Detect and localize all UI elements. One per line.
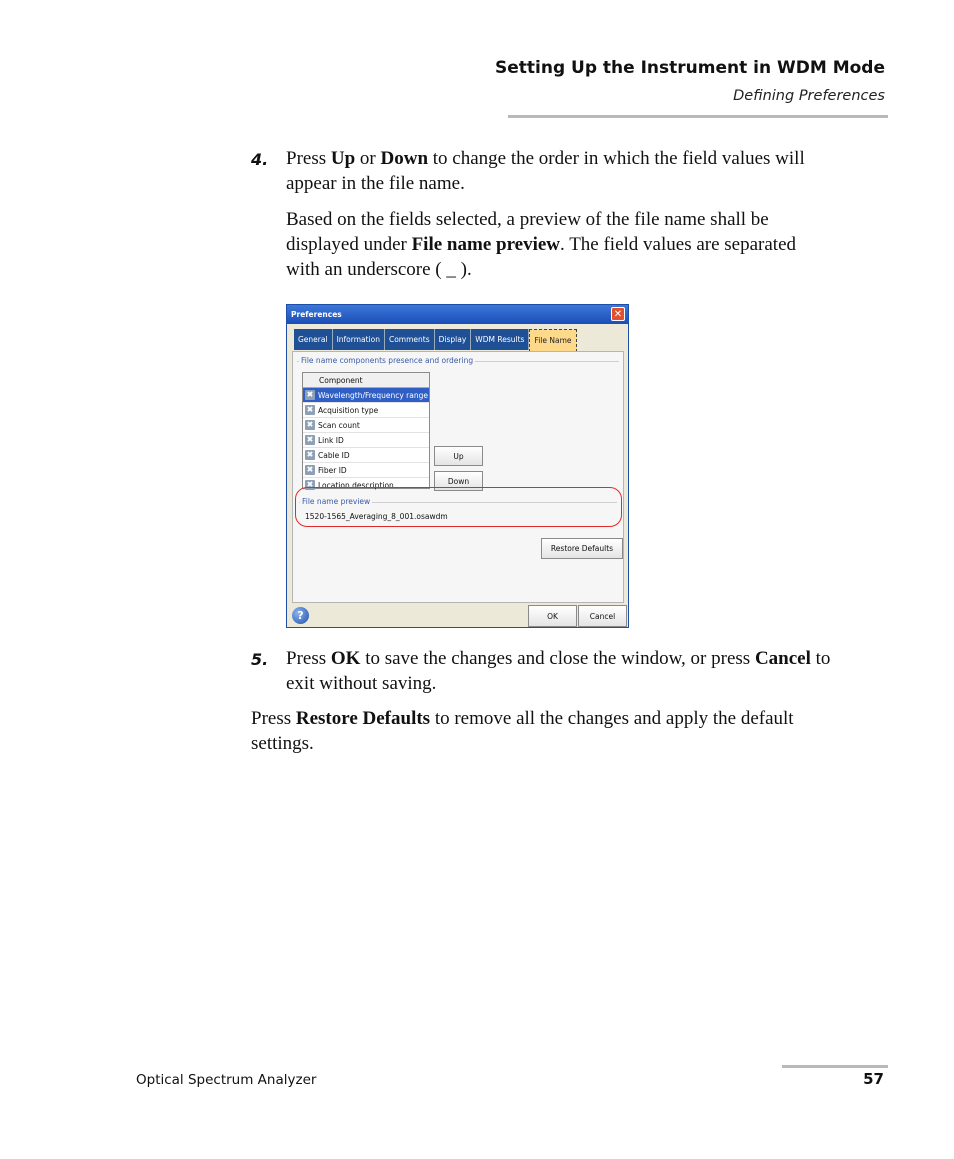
page-header-subtitle: Defining Preferences bbox=[733, 88, 885, 104]
tab-file-name[interactable]: File Name bbox=[529, 329, 576, 352]
bold-file-name-preview: File name preview bbox=[411, 234, 561, 255]
up-button[interactable]: Up bbox=[434, 446, 483, 466]
list-item[interactable] bbox=[303, 463, 429, 478]
text-run: Press bbox=[251, 708, 296, 729]
restore-defaults-button[interactable]: Restore Defaults bbox=[541, 538, 623, 559]
list-item[interactable] bbox=[303, 433, 429, 448]
bold-cancel: Cancel bbox=[754, 648, 811, 669]
ok-button[interactable]: OK bbox=[528, 605, 577, 627]
preferences-dialog bbox=[286, 304, 629, 628]
step-4-line-1 bbox=[286, 146, 886, 171]
page-number: 57 bbox=[863, 1070, 884, 1088]
p2-line-3: with an underscore ( _ ). bbox=[286, 259, 472, 280]
footer-rule bbox=[782, 1065, 888, 1068]
list-item[interactable] bbox=[303, 448, 429, 463]
remove-icon[interactable]: ✖ bbox=[306, 420, 314, 429]
footer-product: Optical Spectrum Analyzer bbox=[136, 1072, 317, 1088]
step-5-line-2: exit without saving. bbox=[286, 673, 437, 694]
note-line-1 bbox=[251, 706, 891, 731]
list-item-label: Wavelength/Frequency range bbox=[318, 391, 428, 400]
text-run: or bbox=[355, 148, 381, 169]
text-run: to remove all the changes and apply the default bbox=[430, 708, 794, 729]
file-name-preview-value: 1520-1565_Averaging_8_001.osawdm bbox=[305, 512, 448, 521]
remove-icon[interactable]: ✖ bbox=[306, 465, 314, 474]
help-icon[interactable]: ? bbox=[292, 607, 309, 624]
remove-icon[interactable]: ✖ bbox=[306, 390, 314, 399]
bold-down: Down bbox=[380, 148, 429, 169]
list-item[interactable] bbox=[303, 403, 429, 418]
step-5-text bbox=[286, 646, 896, 696]
list-item-label: Acquisition type bbox=[318, 406, 379, 415]
note-line-2: settings. bbox=[251, 733, 314, 754]
dialog-titlebar bbox=[287, 305, 628, 324]
tab-general[interactable]: General bbox=[294, 329, 333, 350]
list-item-label: Link ID bbox=[318, 436, 344, 445]
tab-comments[interactable]: Comments bbox=[385, 329, 435, 350]
p2-line-1: Based on the fields selected, a preview of the file name shall be bbox=[286, 209, 769, 230]
list-header-label: Component bbox=[319, 376, 363, 385]
tab-bar bbox=[294, 329, 577, 350]
bold-up: Up bbox=[330, 148, 356, 169]
bold-restore-defaults: Restore Defaults bbox=[295, 708, 431, 729]
remove-icon[interactable]: ✖ bbox=[306, 405, 314, 414]
components-list bbox=[302, 372, 430, 489]
header-rule bbox=[508, 115, 888, 118]
list-item[interactable] bbox=[303, 388, 429, 403]
down-button[interactable]: Down bbox=[434, 471, 483, 491]
restore-note bbox=[251, 706, 891, 756]
page-header-title: Setting Up the Instrument in WDM Mode bbox=[494, 58, 885, 78]
tab-display[interactable]: Display bbox=[435, 329, 472, 350]
remove-icon[interactable]: ✖ bbox=[306, 480, 314, 489]
tab-wdm-results[interactable]: WDM Results bbox=[471, 329, 529, 350]
step-4-line-2: appear in the file name. bbox=[286, 173, 465, 194]
step-4-number: 4. bbox=[251, 150, 269, 169]
text-run: Press bbox=[286, 648, 331, 669]
highlight-ellipse bbox=[295, 487, 622, 527]
step-4-text bbox=[286, 146, 886, 196]
step-4-paragraph-2 bbox=[286, 207, 886, 282]
list-item-label: Location description bbox=[318, 481, 394, 490]
p2-line-2 bbox=[286, 232, 886, 257]
remove-icon[interactable]: ✖ bbox=[306, 435, 314, 444]
text-run: . The field values are separated bbox=[560, 234, 797, 255]
group-title: File name components presence and ordering bbox=[301, 356, 474, 365]
text-run: to change the order in which the field values will bbox=[428, 148, 805, 169]
cancel-button[interactable]: Cancel bbox=[578, 605, 627, 627]
file-name-preview-title: File name preview bbox=[302, 497, 371, 506]
tab-information[interactable]: Information bbox=[333, 329, 385, 350]
bold-ok: OK bbox=[330, 648, 361, 669]
text-run: to bbox=[810, 648, 831, 669]
text-run: Press bbox=[286, 148, 331, 169]
list-item-label: Scan count bbox=[318, 421, 360, 430]
dialog-title: Preferences bbox=[291, 310, 342, 319]
step-5-line-1 bbox=[286, 646, 896, 671]
list-header bbox=[303, 373, 429, 388]
step-5-number: 5. bbox=[251, 650, 269, 669]
remove-icon[interactable]: ✖ bbox=[306, 450, 314, 459]
list-item[interactable] bbox=[303, 418, 429, 433]
list-item-label: Cable ID bbox=[318, 451, 350, 460]
close-icon[interactable]: ✕ bbox=[611, 307, 625, 321]
text-run: displayed under bbox=[286, 234, 412, 255]
text-run: to save the changes and close the window, or press bbox=[360, 648, 755, 669]
tab-panel bbox=[292, 351, 624, 603]
list-item-label: Fiber ID bbox=[318, 466, 347, 475]
